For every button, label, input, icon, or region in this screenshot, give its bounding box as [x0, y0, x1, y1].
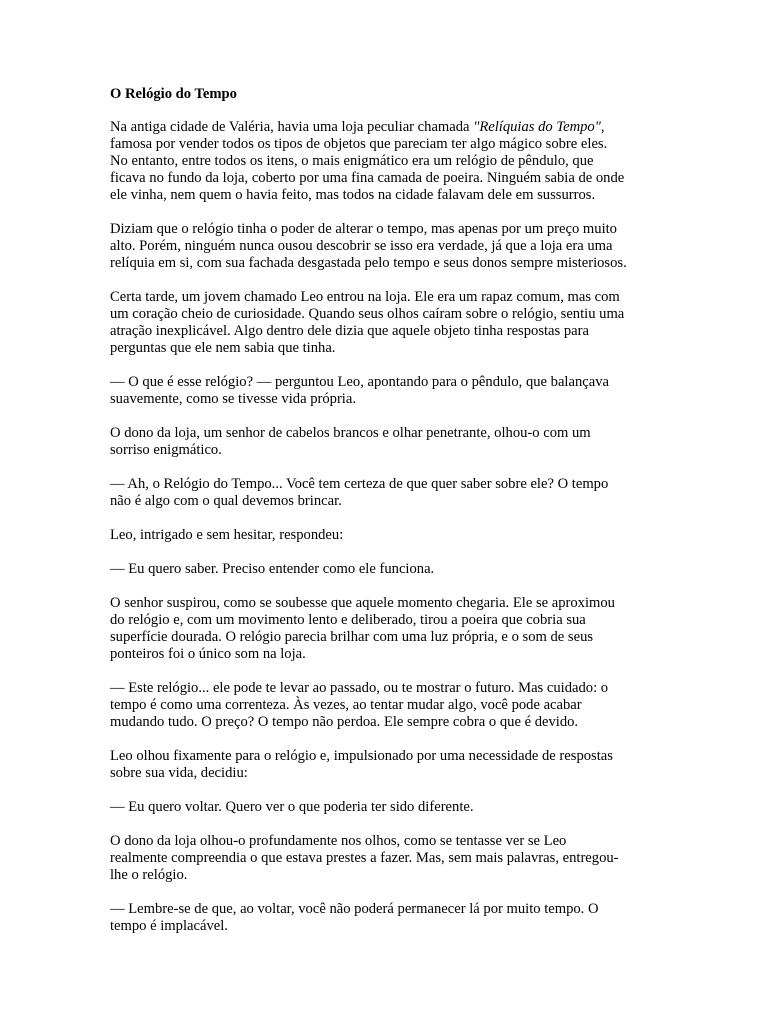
- paragraph: [110, 748, 670, 782]
- text-segment: relíquia em si, com sua fachada desgastada pelo tempo e seus donos sempre misteriosos.: [110, 255, 627, 271]
- text-line: [110, 153, 670, 170]
- text-segment: — Este relógio... ele pode te levar ao passado, ou te mostrar o futuro. Mas cuidado: o: [110, 680, 609, 696]
- text-line: [110, 170, 670, 187]
- text-segment: Diziam que o relógio tinha o poder de alterar o tempo, mas apenas por um preço muito: [110, 221, 617, 237]
- text-line: [110, 493, 670, 510]
- text-segment: — O que é esse relógio? — perguntou Leo, apontando para o pêndulo, que balançava: [110, 374, 609, 390]
- text-line: [110, 255, 670, 272]
- text-segment: atração inexplicável. Algo dentro dele dizia que aquele objeto tinha respostas para: [110, 323, 589, 339]
- document-page: [110, 86, 670, 952]
- text-segment: ,: [600, 119, 605, 135]
- text-segment: — Ah, o Relógio do Tempo... Você tem certeza de que quer saber sobre ele? O tempo: [110, 476, 609, 492]
- text-line: [110, 867, 670, 884]
- text-segment: um coração cheio de curiosidade. Quando seus olhos caíram sobre o relógio, sentiu uma: [110, 306, 625, 322]
- text-line: [110, 833, 670, 850]
- italic-text: "Relíquias do Tempo": [473, 119, 601, 135]
- text-segment: não é algo com o qual devemos brincar.: [110, 493, 342, 509]
- text-segment: ele vinha, nem quem o havia feito, mas todos na cidade falavam dele em sussurros.: [110, 187, 596, 203]
- text-segment: realmente compreendia o que estava prestes a fazer. Mas, sem mais palavras, entregou-: [110, 850, 619, 866]
- text-line: [110, 646, 670, 663]
- text-line: [110, 748, 670, 765]
- text-line: [110, 680, 670, 697]
- text-segment: ponteiros foi o único som na loja.: [110, 646, 306, 662]
- text-segment: Leo olhou fixamente para o relógio e, impulsionado por uma necessidade de respostas: [110, 748, 613, 764]
- text-segment: famosa por vender todos os tipos de objetos que pareciam ter algo mágico sobre eles.: [110, 136, 608, 152]
- paragraph: [110, 799, 670, 816]
- text-line: [110, 374, 670, 391]
- text-line: [110, 697, 670, 714]
- text-line: [110, 391, 670, 408]
- text-segment: O dono da loja, um senhor de cabelos brancos e olhar penetrante, olhou-o com um: [110, 425, 591, 441]
- text-segment: superfície dourada. O relógio parecia brilhar com uma luz própria, e o som de seus: [110, 629, 594, 645]
- text-segment: O senhor suspirou, como se soubesse que aquele momento chegaria. Ele se aproximou: [110, 595, 615, 611]
- text-line: [110, 561, 670, 578]
- paragraph: [110, 561, 670, 578]
- text-segment: No entanto, entre todos os itens, o mais enigmático era um relógio de pêndulo, que: [110, 153, 594, 169]
- text-segment: tempo é como uma correnteza. Às vezes, ao tentar mudar algo, você pode acabar: [110, 697, 582, 713]
- paragraph: [110, 476, 670, 510]
- text-segment: — Eu quero saber. Preciso entender como ele funciona.: [110, 561, 435, 577]
- text-line: [110, 221, 670, 238]
- text-segment: ficava no fundo da loja, coberto por uma fina camada de poeira. Ninguém sabia de onde: [110, 170, 625, 186]
- text-segment: Certa tarde, um jovem chamado Leo entrou na loja. Ele era um rapaz comum, mas com: [110, 289, 620, 305]
- text-segment: — Lembre-se de que, ao voltar, você não poderá permanecer lá por muito tempo. O: [110, 901, 599, 917]
- text-line: [110, 714, 670, 731]
- paragraph: [110, 527, 670, 544]
- text-segment: alto. Porém, ninguém nunca ousou descobrir se isso era verdade, já que a loja era uma: [110, 238, 613, 254]
- document-title: O Relógio do Tempo: [110, 86, 237, 102]
- document-body: [110, 119, 670, 935]
- paragraph: [110, 680, 670, 731]
- text-line: [110, 340, 670, 357]
- text-line: [110, 918, 670, 935]
- text-line: [110, 187, 670, 204]
- text-line: [110, 595, 670, 612]
- paragraph: [110, 221, 670, 272]
- text-segment: O dono da loja olhou-o profundamente nos olhos, como se tentasse ver se Leo: [110, 833, 567, 849]
- text-line: [110, 323, 670, 340]
- text-segment: perguntas que ele nem sabia que tinha.: [110, 340, 336, 356]
- paragraph: [110, 119, 670, 204]
- text-line: [110, 612, 670, 629]
- text-line: [110, 850, 670, 867]
- text-segment: mudando tudo. O preço? O tempo não perdoa. Ele sempre cobra o que é devido.: [110, 714, 579, 730]
- text-segment: tempo é implacável.: [110, 918, 228, 934]
- text-line: [110, 901, 670, 918]
- paragraph: [110, 374, 670, 408]
- text-line: [110, 289, 670, 306]
- text-segment: Leo, intrigado e sem hesitar, respondeu:: [110, 527, 344, 543]
- paragraph: [110, 901, 670, 935]
- text-segment: sobre sua vida, decidiu:: [110, 765, 248, 781]
- paragraph: [110, 289, 670, 357]
- text-line: [110, 765, 670, 782]
- text-line: [110, 238, 670, 255]
- text-line: [110, 306, 670, 323]
- text-line: [110, 119, 670, 136]
- text-segment: sorriso enigmático.: [110, 442, 222, 458]
- text-line: [110, 442, 670, 459]
- text-line: [110, 527, 670, 544]
- paragraph: [110, 595, 670, 663]
- text-segment: suavemente, como se tivesse vida própria.: [110, 391, 356, 407]
- text-segment: — Eu quero voltar. Quero ver o que poderia ter sido diferente.: [110, 799, 474, 815]
- paragraph: [110, 425, 670, 459]
- text-line: [110, 425, 670, 442]
- text-line: [110, 476, 670, 493]
- text-segment: Na antiga cidade de Valéria, havia uma loja peculiar chamada: [110, 119, 474, 135]
- text-line: [110, 799, 670, 816]
- text-segment: do relógio e, com um movimento lento e deliberado, tirou a poeira que cobria sua: [110, 612, 586, 628]
- paragraph: [110, 833, 670, 884]
- text-line: [110, 136, 670, 153]
- text-segment: lhe o relógio.: [110, 867, 188, 883]
- text-line: [110, 629, 670, 646]
